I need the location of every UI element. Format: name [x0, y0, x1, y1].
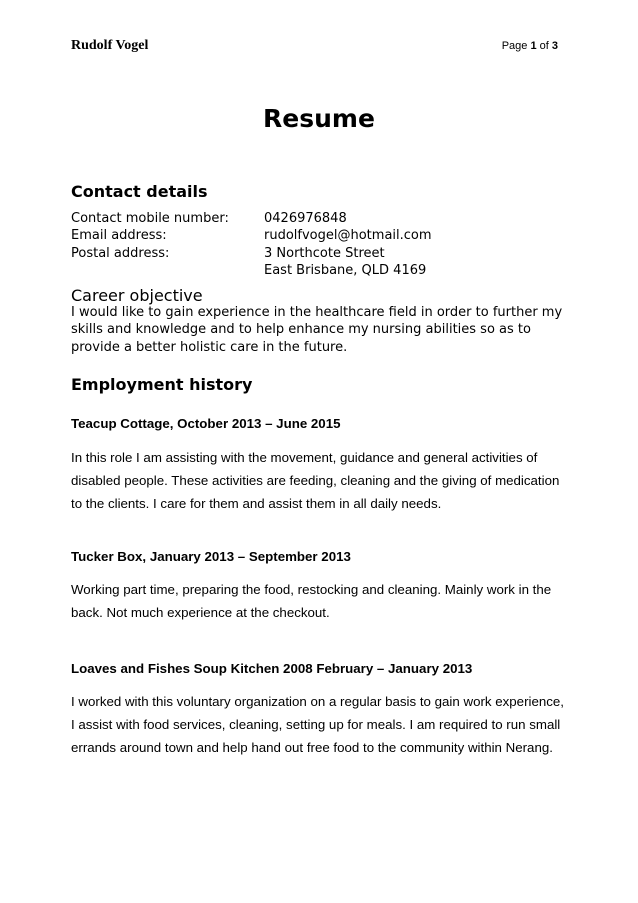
contact-value: 0426976848 [264, 211, 347, 226]
employment-heading: Employment history [71, 375, 253, 394]
contact-label: Postal address: [71, 245, 170, 261]
contact-row-postal-line2 [71, 262, 432, 279]
page-of: of [536, 40, 552, 52]
header-name: Rudolf Vogel [71, 38, 149, 53]
page-title: Resume [263, 104, 375, 133]
contact-details [71, 210, 432, 279]
contact-value: 3 Northcote Street [264, 245, 385, 261]
job-title: Teacup Cottage, October 2013 – June 2015 [71, 416, 341, 431]
job-description: In this role I am assisting with the movement, guidance and general activities of disabled people. These activities are feeding, cleaning and the giving of medication to the clients. I care for them and assist them in all daily needs. [71, 450, 560, 511]
contact-row-email [71, 227, 432, 244]
objective-heading: Career objective [71, 286, 203, 305]
contact-heading: Contact details [71, 182, 208, 201]
contact-value: East Brisbane, QLD 4169 [264, 262, 427, 278]
contact-row-mobile [71, 210, 432, 227]
job-description: Working part time, preparing the food, restocking and cleaning. Mainly work in the back. Not much experience at the checkout. [71, 582, 552, 620]
objective-text: I would like to gain experience in the healthcare field in order to further my skills and knowledge and to help enhance my nursing abilities so as to provide a better holistic care in the future. [71, 305, 563, 355]
contact-label: Email address: [71, 228, 167, 244]
contact-row-postal [71, 245, 432, 262]
page-indicator [502, 40, 558, 52]
contact-label [71, 262, 264, 279]
page-current: 1 [530, 40, 537, 52]
job-title: Loaves and Fishes Soup Kitchen 2008 February – January 2013 [71, 661, 473, 676]
job-description: I worked with this voluntary organization on a regular basis to gain work experience, I assist with food services, cleaning, setting up for meals. I am required to run small errands around town and help hand out free food to the community within Nerang. [71, 694, 564, 755]
contact-label: Contact mobile number: [71, 211, 229, 226]
page-prefix: Page [501, 40, 531, 52]
contact-value: rudolfvogel@hotmail.com [264, 228, 432, 244]
job-title: Tucker Box, January 2013 – September 2013 [71, 549, 351, 564]
page-total: 3 [551, 40, 558, 52]
